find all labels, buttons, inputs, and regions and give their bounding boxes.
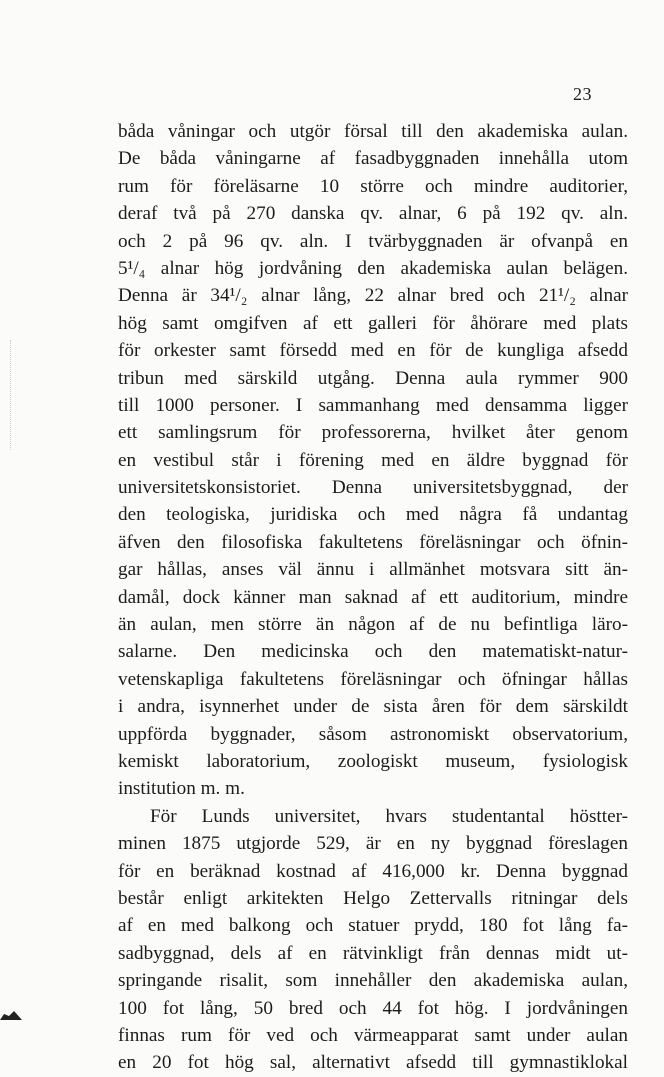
text-line: än aulan, men större än någon af de nu befintliga läro- (118, 614, 628, 636)
text-line: båda våningar och utgör försal till den akademiska aulan. (118, 121, 628, 142)
text-line: springande risalit, som innehåller den akademiska aulan, (118, 970, 628, 992)
text-line: minen 1875 utgjorde 529, är en ny byggnad föreslagen (118, 833, 628, 855)
text-line: För Lunds universitet, hvars studentantal höstter- (150, 805, 628, 827)
text-line: vetenskapliga fakultetens föreläsningar och öfningar hållas (118, 668, 628, 690)
text-line: Denna är 34¹/₂ alnar lång, 22 alnar bred och 21¹/₂ alnar (118, 285, 628, 307)
text-line: i andra, isynnerhet under de sista åren för dem särskildt (118, 696, 628, 718)
page-number: 23 (573, 84, 592, 104)
corner-mark (0, 1006, 22, 1020)
text-line: gar hållas, anses väl ännu i allmänhet motsvara sitt än- (118, 559, 628, 581)
text-line: salarne. Den medicinska och den matematiskt-natur- (118, 641, 628, 663)
text-line: 5¹/₄ alnar hög jordvåning den akademiska aulan belägen. (118, 257, 628, 279)
text-line: ett samlingsrum för professorerna, hvilket åter genom (118, 422, 628, 444)
text-line: tribun med särskild utgång. Denna aula rymmer 900 (118, 367, 628, 389)
text-line: sadbyggnad, dels af en rätvinkligt från dennas midt ut- (118, 942, 628, 964)
body-text (118, 118, 628, 1077)
text-line: den teologiska, juridiska och med några få undantag (118, 504, 628, 526)
text-line: deraf två på 270 danska qv. alnar, 6 på 192 qv. aln. (118, 203, 628, 225)
text-line: äfven den filosofiska fakultetens föreläsningar och öfnin- (118, 531, 628, 553)
text-line: består enligt arkitekten Helgo Zettervalls ritningar dels (118, 887, 628, 909)
text-line: kemiskt laboratorium, zoologiskt museum, fysiologisk (118, 750, 628, 772)
text-line: universitetskonsistoriet. Denna universitetsbyggnad, der (118, 477, 628, 499)
text-line: för en beräknad kostnad af 416,000 kr. Denna byggnad (118, 860, 628, 882)
text-line: hög samt omgifven af ett galleri för åhörare med plats (118, 312, 628, 334)
text-line: för orkester samt försedd med en för de kungliga afsedd (118, 340, 628, 362)
text-line: och 2 på 96 qv. aln. I tvärbyggnaden är ofvanpå en (118, 230, 628, 252)
text-line: en vestibul står i förening med en äldre byggnad för (118, 449, 628, 471)
text-line: uppförda byggnader, såsom astronomiskt observatorium, (118, 723, 628, 745)
text-line: af en med balkong och statuer prydd, 180 fot lång fa- (118, 915, 628, 937)
text-line: en 20 fot hög sal, alternativt afsedd till gymnastiklokal (118, 1052, 628, 1074)
text-line: damål, dock känner man saknad af ett auditorium, mindre (118, 586, 628, 608)
text-line: rum för föreläsarne 10 större och mindre auditorier, (118, 175, 628, 197)
text-line: 100 fot lång, 50 bred och 44 fot hög. I jordvåningen (118, 997, 628, 1019)
text-line: finnas rum för ved och värmeapparat samt under aulan (118, 1024, 628, 1046)
text-line: till 1000 personer. I sammanhang med densamma ligger (118, 394, 628, 416)
text-line: institution m. m. (118, 778, 245, 800)
text-line: De båda våningarne af fasadbyggnaden innehålla utom (118, 148, 628, 170)
margin-dots (10, 340, 13, 450)
